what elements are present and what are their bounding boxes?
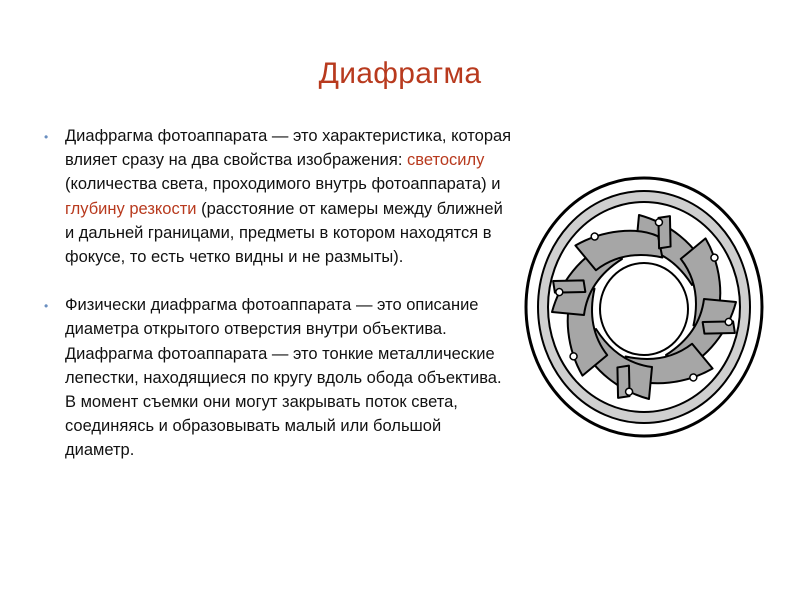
paragraph1-text-3: (расстояние от камеры между ближней и дальней границами, предметы в котором находятся в фокусе, то есть четко видны и не размыты). (65, 199, 503, 267)
bullet-list (44, 124, 514, 463)
aperture-diaphragm-illustration (524, 176, 764, 438)
bullet-dot-icon: • (44, 130, 49, 144)
bullet-dot-icon: • (44, 299, 49, 314)
bullet-item-1 (44, 124, 514, 269)
link-svetosila[interactable]: светосилу (407, 151, 485, 170)
paragraph2-text: Физически диафрагма фотоаппарата — это описание диаметра открытого отверстия внутри объектива. Диафрагма фотоаппарата — это тонкие металлические лепестки, находящиеся по кругу вдоль обода объектива. В момент съемки они могут закрывать поток света, соединяясь и образовывать малый или большой диаметр. (65, 296, 502, 460)
paragraph1-text-2: (количества света, проходимого внутрь фотоаппарата) и (65, 175, 501, 194)
pivot-hole (725, 318, 733, 326)
pivot-hole (555, 288, 563, 296)
paragraph1-text-1: Диафрагма фотоаппарата — это характеристика, которая влияет сразу на два свойства изображения: (65, 127, 512, 170)
slide-title: Диафрагма (318, 57, 482, 90)
bullet-item-2 (44, 293, 514, 462)
pivot-hole (655, 218, 663, 226)
pivot-hole (625, 388, 633, 396)
link-glubina-rezkosti[interactable]: глубину резкости (65, 199, 197, 218)
aperture-opening (600, 263, 688, 355)
